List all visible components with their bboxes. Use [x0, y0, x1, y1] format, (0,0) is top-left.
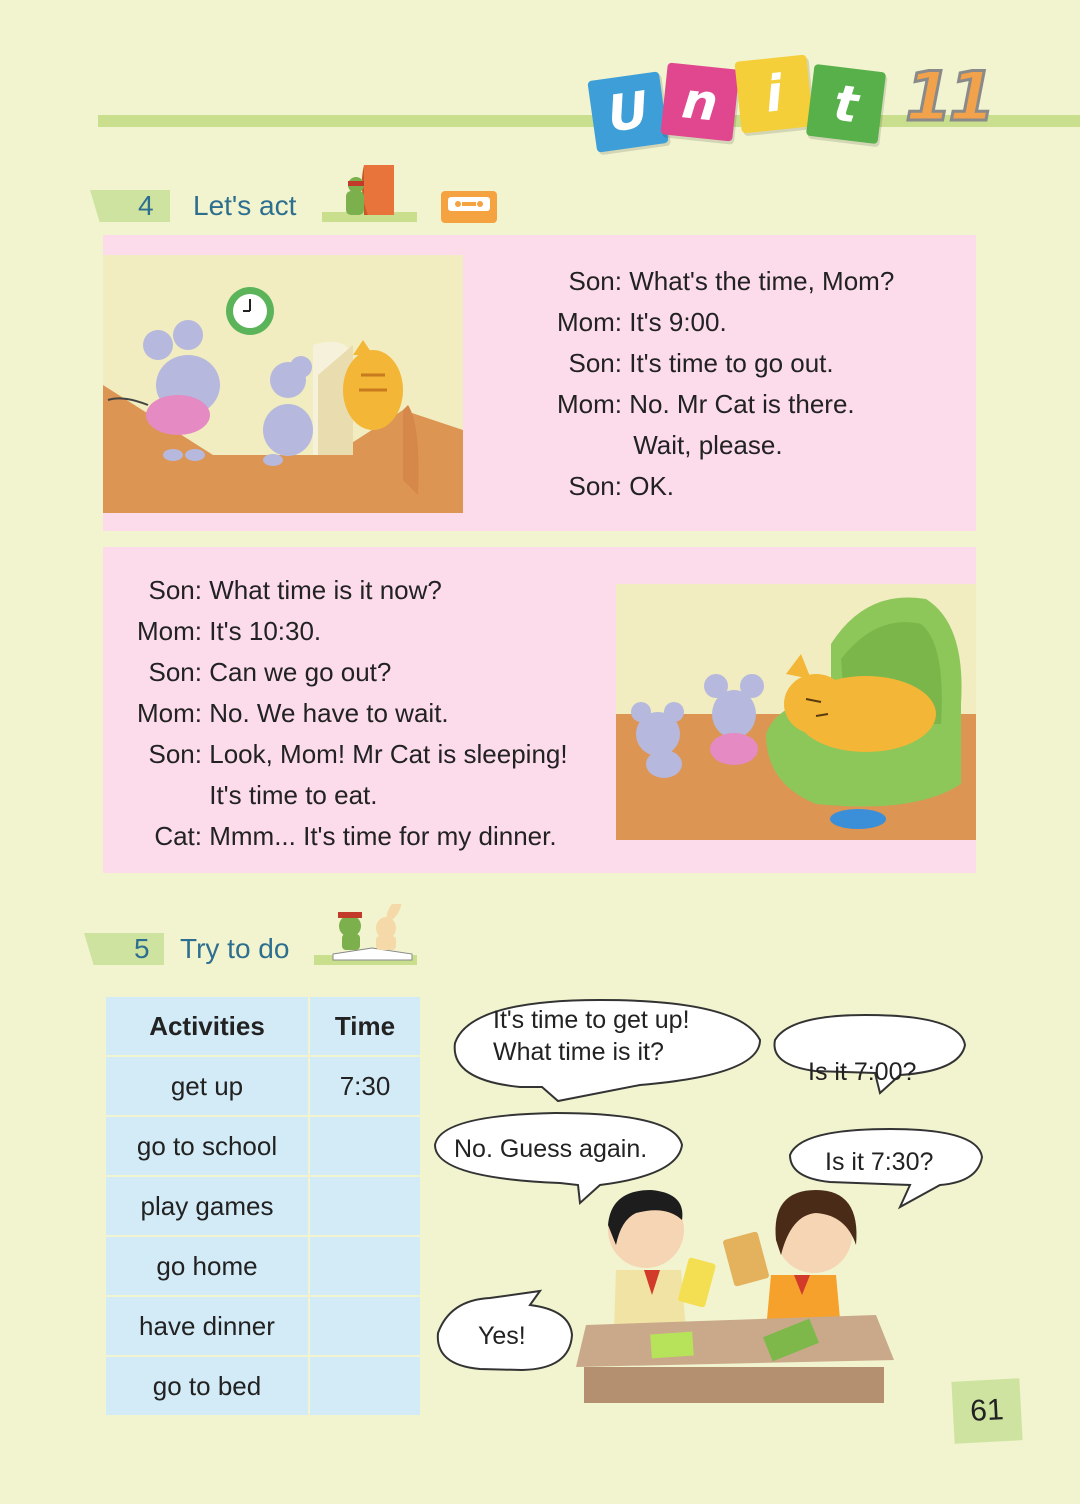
speaker-label: Son: [568, 348, 622, 378]
unit-number: 11 [905, 58, 992, 137]
turtle-curtain-icon [338, 165, 398, 217]
speaker-label: Son: [148, 657, 202, 687]
cassette-icon[interactable] [440, 190, 498, 224]
time-cell[interactable]: 7:30 [310, 1057, 420, 1115]
column-header-activities: Activities [106, 997, 308, 1055]
table-row [106, 1057, 420, 1115]
speaker-label: Son: [148, 739, 202, 769]
table-row [106, 1357, 420, 1415]
unit-letter-tile: U [587, 71, 668, 152]
speech-bubble-7-00: Is it 7:00? [808, 1058, 917, 1086]
dialogue-line [544, 430, 783, 461]
line-text: Wait, please. [633, 430, 783, 460]
section-number: 5 [134, 933, 150, 964]
time-cell[interactable] [310, 1297, 420, 1355]
dialogue-line [120, 616, 321, 647]
speech-bubble-guess-again: No. Guess again. [454, 1135, 648, 1163]
speech-bubble-yes: Yes! [478, 1322, 526, 1350]
activities-table [104, 995, 422, 1417]
speaker-label: Mom: [557, 389, 622, 419]
time-cell[interactable] [310, 1357, 420, 1415]
speaker-label: Mom: [137, 616, 202, 646]
time-cell[interactable] [310, 1177, 420, 1235]
reading-animals-icon [328, 904, 416, 964]
table-row [106, 1177, 420, 1235]
dialogue-line [540, 348, 834, 379]
line-text: OK. [629, 471, 675, 501]
dialogue-line [120, 821, 557, 852]
activity-cell: play games [106, 1177, 308, 1235]
dialogue-line [120, 657, 391, 688]
speaker-label: Son: [568, 266, 622, 296]
dialogue-line [120, 698, 449, 729]
line-text: No. Mr Cat is there. [629, 389, 855, 419]
speaker-label: Mom: [557, 307, 622, 337]
speech-bubble-get-up [493, 1004, 690, 1068]
section-number: 4 [138, 190, 154, 221]
section-tab [90, 190, 170, 222]
column-header-time: Time [310, 997, 420, 1055]
dialogue-line [540, 266, 894, 297]
line-text: What's the time, Mom? [629, 266, 895, 296]
line-text: It's time to eat. [209, 780, 378, 810]
section-title: Try to do [180, 933, 290, 964]
line-text: Can we go out? [209, 657, 392, 687]
bubble-text: What time is it? [493, 1038, 664, 1066]
line-text: Mmm... It's time for my dinner. [209, 821, 557, 851]
sleeping-cat-illustration [616, 584, 976, 840]
section-title: Let's act [193, 190, 297, 221]
speaker-label: Son: [568, 471, 622, 501]
table-row [106, 1297, 420, 1355]
bubble-text: It's time to get up! [493, 1006, 690, 1034]
activity-cell: go to bed [106, 1357, 308, 1415]
speaker-label: Son: [148, 575, 202, 605]
dialogue-line [540, 389, 855, 420]
activity-cell: go to school [106, 1117, 308, 1175]
mice-clock-illustration [103, 255, 463, 513]
page-number: 61 [951, 1378, 1022, 1443]
table-row [106, 1117, 420, 1175]
time-cell[interactable] [310, 1117, 420, 1175]
activity-cell: get up [106, 1057, 308, 1115]
unit-letter-tile: t [806, 64, 886, 144]
speaker-label: Mom: [137, 698, 202, 728]
dialogue-line [120, 739, 568, 770]
line-text: It's 10:30. [209, 616, 322, 646]
time-cell[interactable] [310, 1237, 420, 1295]
children-desk-illustration [576, 1185, 896, 1405]
activity-cell: have dinner [106, 1297, 308, 1355]
table-row [106, 1237, 420, 1295]
dialogue-line [120, 575, 442, 606]
section-tab [84, 933, 164, 965]
speech-bubble-7-30: Is it 7:30? [825, 1148, 934, 1176]
speaker-label: Cat: [154, 821, 202, 851]
table-header-row [106, 997, 420, 1055]
line-text: It's 9:00. [629, 307, 727, 337]
line-text: Look, Mom! Mr Cat is sleeping! [209, 739, 568, 769]
line-text: What time is it now? [209, 575, 442, 605]
line-text: It's time to go out. [629, 348, 834, 378]
unit-letter-tile: n [660, 62, 739, 141]
unit-letter-tile: i [734, 54, 813, 133]
line-text: No. We have to wait. [209, 698, 449, 728]
dialogue-line [120, 780, 378, 811]
activity-cell: go home [106, 1237, 308, 1295]
dialogue-line [540, 307, 727, 338]
dialogue-line [540, 471, 674, 502]
